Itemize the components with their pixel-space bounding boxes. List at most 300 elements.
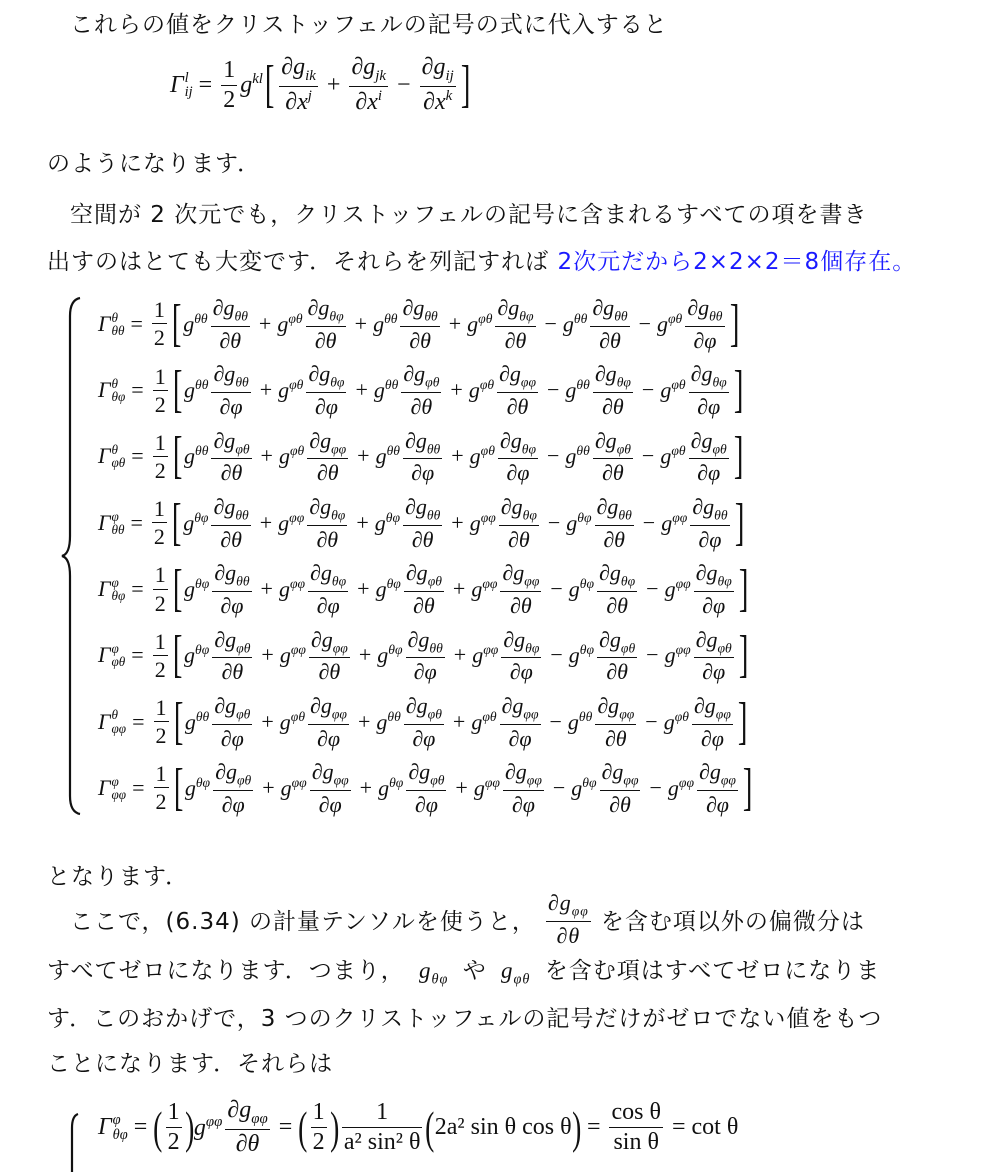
fraction-bar [166, 1127, 182, 1128]
fraction-bar [404, 591, 444, 592]
partial-metric-sub: φφ [523, 706, 539, 722]
partial-metric-sub: θθ [614, 308, 628, 324]
inverse-metric-sup: θθ [195, 443, 209, 459]
fraction-denominator [597, 329, 623, 352]
inverse-metric [278, 510, 304, 536]
partial-variable: ∂θ [506, 394, 529, 419]
inverse-metric-base: g [277, 311, 289, 337]
fraction-numerator [499, 495, 539, 523]
inverse-metric-sup: φθ [668, 310, 683, 326]
partial-variable: ∂φ [316, 725, 341, 751]
fraction-numerator [503, 760, 544, 788]
inverse-metric [279, 576, 305, 602]
fraction-bar [501, 657, 541, 658]
inverse-metric-base: g [562, 311, 574, 337]
fraction-numerator [590, 296, 629, 324]
inverse-metric-sup: θθ [573, 310, 588, 326]
fraction-bar [211, 392, 250, 393]
inverse-metric-base: g [567, 708, 579, 734]
operator: + [260, 576, 273, 602]
fraction-bar [403, 458, 442, 459]
half-den: 2 [153, 524, 165, 550]
partial-metric-sub: ij [445, 67, 454, 84]
paragraph2-line1-a: ここで，(6.34) の計量テンソルを使うと， [70, 908, 536, 935]
term [185, 694, 256, 750]
term [448, 628, 545, 684]
inverse-metric-sup: φφ [484, 774, 500, 790]
fraction-numerator [501, 628, 541, 656]
gamma-symbol [98, 708, 126, 734]
partial-metric-sub: θθ [618, 507, 632, 523]
fraction-denominator [408, 395, 434, 418]
term [256, 760, 353, 816]
operator: + [261, 708, 274, 734]
equals-sign: = [131, 576, 144, 602]
partial-metric-sub: θφ [712, 374, 727, 390]
term [349, 362, 444, 418]
term [444, 362, 541, 418]
partial-variable: ∂φ [511, 791, 535, 817]
partial-metric-base: ∂g [499, 361, 521, 387]
inverse-metric-sup: θθ [576, 443, 590, 459]
fraction-denominator [410, 727, 437, 750]
partial-metric-base: ∂g [309, 427, 332, 453]
inverse-metric [472, 642, 498, 668]
partial-metric-sub: θφ [521, 440, 536, 456]
partial-metric-base: ∂g [601, 759, 624, 785]
fraction-denominator [506, 528, 532, 551]
partial-metric [405, 560, 442, 589]
fraction-bar [212, 657, 252, 658]
operator: + [261, 642, 274, 668]
inverse-metric-sup: θφ [385, 509, 400, 525]
partial-metric [310, 692, 347, 722]
fraction-denominator [413, 793, 440, 816]
fraction-denominator [510, 793, 537, 816]
partial-metric [310, 626, 348, 655]
fraction-bar [308, 724, 349, 725]
fraction-bar [279, 86, 318, 87]
partial-variable: ∂θ [609, 791, 631, 817]
paren-expression-text: 2a² sin θ cos θ [434, 1114, 572, 1141]
partial-metric-base: ∂g [690, 427, 713, 453]
fraction-bar [311, 1127, 327, 1128]
operator: + [359, 774, 373, 800]
inverse-metric [664, 709, 689, 735]
fraction-denominator [507, 727, 534, 750]
inverse-metric [569, 576, 594, 602]
fraction-bar [500, 724, 541, 725]
gamma-upper-index: θ [111, 442, 118, 458]
gamma-lower-index: φφ [111, 720, 127, 736]
equals-sign: = [130, 310, 143, 336]
partial-metric-sub: φφ [332, 639, 348, 655]
operator: + [260, 443, 273, 469]
term [449, 760, 546, 816]
partial-metric-base: ∂g [310, 560, 332, 586]
fraction-bar [406, 657, 445, 658]
inverse-metric [563, 311, 587, 337]
fraction-den: ∂θ [556, 922, 581, 948]
inverse-metric-base: g [657, 311, 668, 337]
fraction-numerator [153, 365, 168, 388]
partial-variable: ∂φ [702, 592, 726, 618]
inverse-metric-base: g [278, 509, 290, 535]
derivative-fraction [349, 55, 388, 116]
term [253, 296, 349, 352]
inverse-metric-sup: kl [252, 71, 263, 88]
partial-variable: ∂φ [693, 327, 717, 353]
half-paren-group [153, 1100, 194, 1155]
fraction-denominator [220, 793, 247, 816]
inverse-metric-sup: θθ [578, 708, 593, 724]
fraction-bar [600, 790, 641, 791]
partial-variable: ∂φ [314, 394, 338, 419]
term [184, 429, 255, 485]
inverse-metric-sup: φφ [482, 575, 498, 591]
gamma-upper-index: φ [111, 773, 119, 789]
inverse-metric [471, 709, 496, 735]
derivative-fraction [690, 495, 729, 551]
gamma-indices [113, 1113, 128, 1142]
fraction-numerator [308, 561, 348, 589]
inverse-metric-sup: φφ [291, 774, 307, 790]
fraction-bar [497, 392, 538, 393]
fraction-numerator [212, 694, 252, 722]
derivative-fraction [593, 429, 633, 485]
fraction-bar [211, 525, 250, 526]
partial-variable: ∂θ [316, 460, 339, 486]
derivative-fraction [308, 561, 348, 617]
operator: + [358, 642, 372, 668]
fraction-denominator [421, 89, 454, 115]
term [547, 760, 644, 816]
fraction-bar [154, 721, 169, 722]
derivative-fraction [404, 694, 444, 750]
term [544, 561, 640, 617]
partial-variable: ∂φ [221, 791, 245, 817]
inverse-metric-sup: φφ [672, 509, 688, 525]
inverse-metric-base: g [469, 509, 481, 535]
operator: − [547, 509, 561, 535]
fraction-numerator [403, 429, 442, 457]
metric-g2-sub: φθ [513, 971, 531, 988]
gamma-lower-index: θθ [111, 322, 125, 338]
partial-metric-base: ∂g [693, 692, 716, 718]
gamma-symbol [170, 71, 193, 100]
derivative-fraction [685, 296, 724, 352]
fraction-numerator [600, 760, 641, 788]
half-paren-group [298, 1100, 339, 1155]
partial-variable: ∂θ [599, 327, 621, 353]
operator: + [451, 443, 464, 469]
partial-variable: ∂θ [221, 659, 244, 685]
fraction-numerator [406, 760, 446, 788]
partial-metric-base: ∂g [405, 560, 428, 586]
derivative-fraction [501, 628, 541, 684]
partial-variable: ∂θ [510, 592, 532, 618]
fraction-bar [306, 392, 346, 393]
inverse-metric-sup: φφ [678, 774, 694, 790]
gamma-indices [112, 576, 126, 602]
partial-variable: ∂φ [220, 725, 244, 751]
partial-variable: ∂φ [702, 659, 726, 685]
fraction-denominator [611, 1130, 661, 1155]
partial-metric [594, 427, 631, 456]
derivative-fraction [597, 561, 637, 617]
fraction-bar [498, 458, 538, 459]
partial-metric-sub: φθ [620, 639, 636, 655]
right-bracket: ] [729, 294, 739, 352]
term [447, 561, 544, 617]
partial-metric-sub: φθ [717, 639, 732, 655]
equals-sign: = [198, 71, 213, 98]
inverse-metric [184, 576, 209, 602]
derivative-fraction [600, 760, 641, 816]
left-bracket: [ [171, 294, 182, 352]
partial-metric-sub: θθ [236, 573, 250, 589]
partial-metric-base: ∂g [690, 361, 713, 387]
fraction-denominator [154, 724, 169, 747]
half-den: 2 [167, 1129, 180, 1156]
fraction-numerator [609, 1100, 663, 1125]
gamma-letter: Γ [98, 310, 111, 336]
derivative-fraction [499, 495, 539, 551]
partial-metric [698, 759, 736, 788]
inverse-metric [665, 642, 691, 668]
fraction-bar [307, 525, 347, 526]
partial-metric-base: ∂g [307, 295, 330, 320]
paragraph2-line2-a: すべてゼロになります．つまり， [47, 958, 405, 984]
partial-metric-base: ∂g [309, 493, 332, 519]
inverse-metric-base: g [280, 775, 292, 801]
partial-metric [502, 560, 540, 589]
partial-metric [497, 295, 534, 324]
inverse-metric-base: g [184, 708, 196, 734]
fraction-denominator [234, 1132, 262, 1157]
gamma-upper-index: θ [111, 309, 118, 325]
inverse-metric-sup: θθ [576, 377, 590, 393]
partial-metric-sub: θφ [519, 308, 534, 324]
fraction-denominator [311, 1130, 327, 1155]
operator: + [259, 509, 273, 535]
inverse-metric-base: g [184, 377, 196, 403]
fraction-numerator [212, 561, 251, 589]
inverse-metric-base: g [279, 708, 291, 734]
inverse-metric-sup: φφ [675, 642, 691, 658]
partial-variable: ∂θ [606, 659, 628, 685]
fraction-bar [153, 456, 168, 457]
fraction-denominator [218, 594, 245, 617]
operator: + [259, 377, 273, 403]
operator: + [356, 509, 369, 535]
left-paren: ( [153, 1101, 163, 1153]
partial-metric-sub: φφ [251, 1110, 268, 1127]
inverse-metric-base: g [240, 72, 253, 99]
inverse-metric-sup: φθ [290, 708, 306, 724]
inverse-metric [194, 1114, 222, 1142]
term [542, 495, 637, 551]
inverse-metric-sup: θθ [194, 310, 208, 326]
fraction-numerator [306, 362, 346, 390]
cos-over-sin-fraction [609, 1100, 663, 1155]
gamma-lower-index: θφ [111, 588, 126, 604]
equals-sign: = [278, 1114, 293, 1141]
fraction-bar [306, 326, 346, 327]
operator: + [357, 708, 371, 734]
gamma-indices [112, 377, 126, 403]
left-bracket: [ [171, 493, 182, 551]
gamma-letter: Γ [98, 443, 111, 469]
partial-metric-base: ∂g [310, 626, 333, 652]
fraction-bar [309, 657, 350, 658]
inverse-metric [661, 510, 687, 536]
partial-metric-base: ∂g [213, 427, 236, 453]
fraction-numerator [153, 563, 168, 586]
fraction-bar [211, 458, 251, 459]
partial-coordinate-base: ∂x [423, 89, 446, 116]
half-den: 2 [154, 457, 166, 483]
partial-metric-base: ∂g [408, 759, 431, 785]
gamma-indices [112, 642, 126, 668]
inverse-metric [376, 443, 400, 469]
inverse-metric-sup: φφ [483, 642, 499, 658]
gamma-upper-index: θ [111, 375, 118, 391]
inverse-metric [569, 642, 594, 668]
inverse-metric-base: g [184, 443, 196, 469]
fraction-numerator [685, 296, 724, 324]
operator: − [544, 310, 557, 336]
operator: − [646, 576, 659, 602]
inverse-metric [281, 775, 307, 801]
operator: − [550, 576, 563, 602]
term [640, 628, 737, 684]
inverse-metric-base: g [566, 509, 578, 535]
partial-metric-base: ∂g [281, 54, 306, 80]
fraction-bar [211, 326, 250, 327]
partial-metric [599, 560, 636, 589]
half-den: 2 [154, 656, 166, 682]
fraction-bar [593, 458, 633, 459]
equals-sign: = [131, 377, 144, 403]
partial-metric [408, 759, 445, 788]
paragraph2-line3: す．このおかげで，3 つのクリストッフェルの記号だけがゼロでない値をもつ [47, 1006, 883, 1032]
inverse-metric-base: g [184, 576, 196, 602]
handwritten-annotation: 2次元だから2×2×2＝8個存在。 [557, 249, 917, 275]
inverse-metric-base: g [373, 377, 385, 403]
operator: − [547, 443, 560, 469]
left-brace-icon-bottom [66, 1112, 80, 1172]
partial-variable: ∂φ [697, 394, 721, 419]
fraction-denominator [313, 329, 339, 352]
term [445, 429, 541, 485]
term [539, 296, 633, 352]
half-num: 1 [312, 1099, 325, 1126]
inverse-metric-sup: θφ [195, 642, 210, 658]
partial-metric [594, 361, 631, 390]
inverse-metric-sup: φφ [675, 575, 691, 591]
inverse-metric [469, 377, 494, 403]
inverse-metric-sup: θθ [386, 443, 400, 459]
partial-variable: ∂φ [705, 791, 729, 817]
operator: + [357, 576, 370, 602]
term [350, 495, 445, 551]
fraction-numerator [152, 497, 167, 520]
fraction-bar [500, 591, 541, 592]
fraction-denominator [700, 660, 727, 683]
partial-metric-sub: jk [375, 67, 387, 84]
partial-metric-base: ∂g [500, 493, 523, 519]
partial-metric-base: ∂g [311, 759, 334, 785]
fraction-bar [213, 790, 253, 791]
inverse-metric-sup: θφ [386, 575, 401, 591]
fraction-bar [349, 86, 388, 87]
gamma-indices [112, 775, 127, 801]
fraction-numerator [500, 561, 541, 589]
equation-row [98, 429, 745, 485]
operator: + [451, 509, 464, 535]
gamma-symbol [98, 510, 124, 536]
fraction-denominator [317, 793, 344, 816]
metric-g1-sub: θφ [431, 971, 449, 988]
inverse-metric [280, 642, 306, 668]
inverse-metric-sup: φθ [671, 377, 686, 393]
partial-metric-sub: φθ [430, 772, 445, 788]
inverse-metric-base: g [468, 377, 480, 403]
inverse-metric [474, 775, 500, 801]
gamma-letter: Γ [98, 708, 111, 734]
partial-variable: ∂θ [604, 725, 627, 751]
partial-metric [213, 427, 250, 456]
term [637, 495, 733, 551]
partial-metric-sub: φφ [720, 772, 736, 788]
inverse-metric-base: g [661, 509, 673, 535]
derivative-fraction [500, 561, 541, 617]
final-christoffel-equation [98, 1098, 738, 1158]
partial-metric-base: ∂g [214, 692, 237, 718]
operator: − [397, 71, 411, 98]
partial-metric [421, 54, 454, 84]
inverse-metric-sup: θθ [387, 708, 401, 724]
inverse-metric-sup: θθ [195, 377, 209, 393]
partial-coordinate-sup: i [377, 88, 383, 105]
operator: − [547, 377, 560, 403]
fraction-numerator [311, 1100, 327, 1125]
operator: + [355, 377, 368, 403]
partial-metric-sub: θφ [331, 573, 347, 589]
inverse-metric [185, 709, 209, 735]
term [544, 628, 640, 684]
partial-metric-sub: θθ [424, 308, 438, 324]
derivative-fraction [692, 694, 733, 750]
inverse-metric [377, 642, 402, 668]
partial-metric-base: ∂g [692, 493, 715, 519]
fraction-numerator [498, 429, 538, 457]
derivative-fraction [309, 628, 350, 684]
term [184, 362, 254, 418]
partial-metric [402, 295, 438, 324]
term [352, 694, 447, 750]
inverse-metric [665, 576, 691, 602]
partial-metric-sub: θφ [717, 573, 732, 589]
fraction-numerator [309, 628, 350, 656]
gamma-letter: Γ [98, 377, 111, 403]
fraction-bar [697, 790, 738, 791]
partial-variable: ∂θ [410, 394, 433, 419]
inverse-metric-base: g [471, 576, 483, 602]
fraction-bar [593, 392, 633, 393]
partial-metric [695, 560, 732, 589]
